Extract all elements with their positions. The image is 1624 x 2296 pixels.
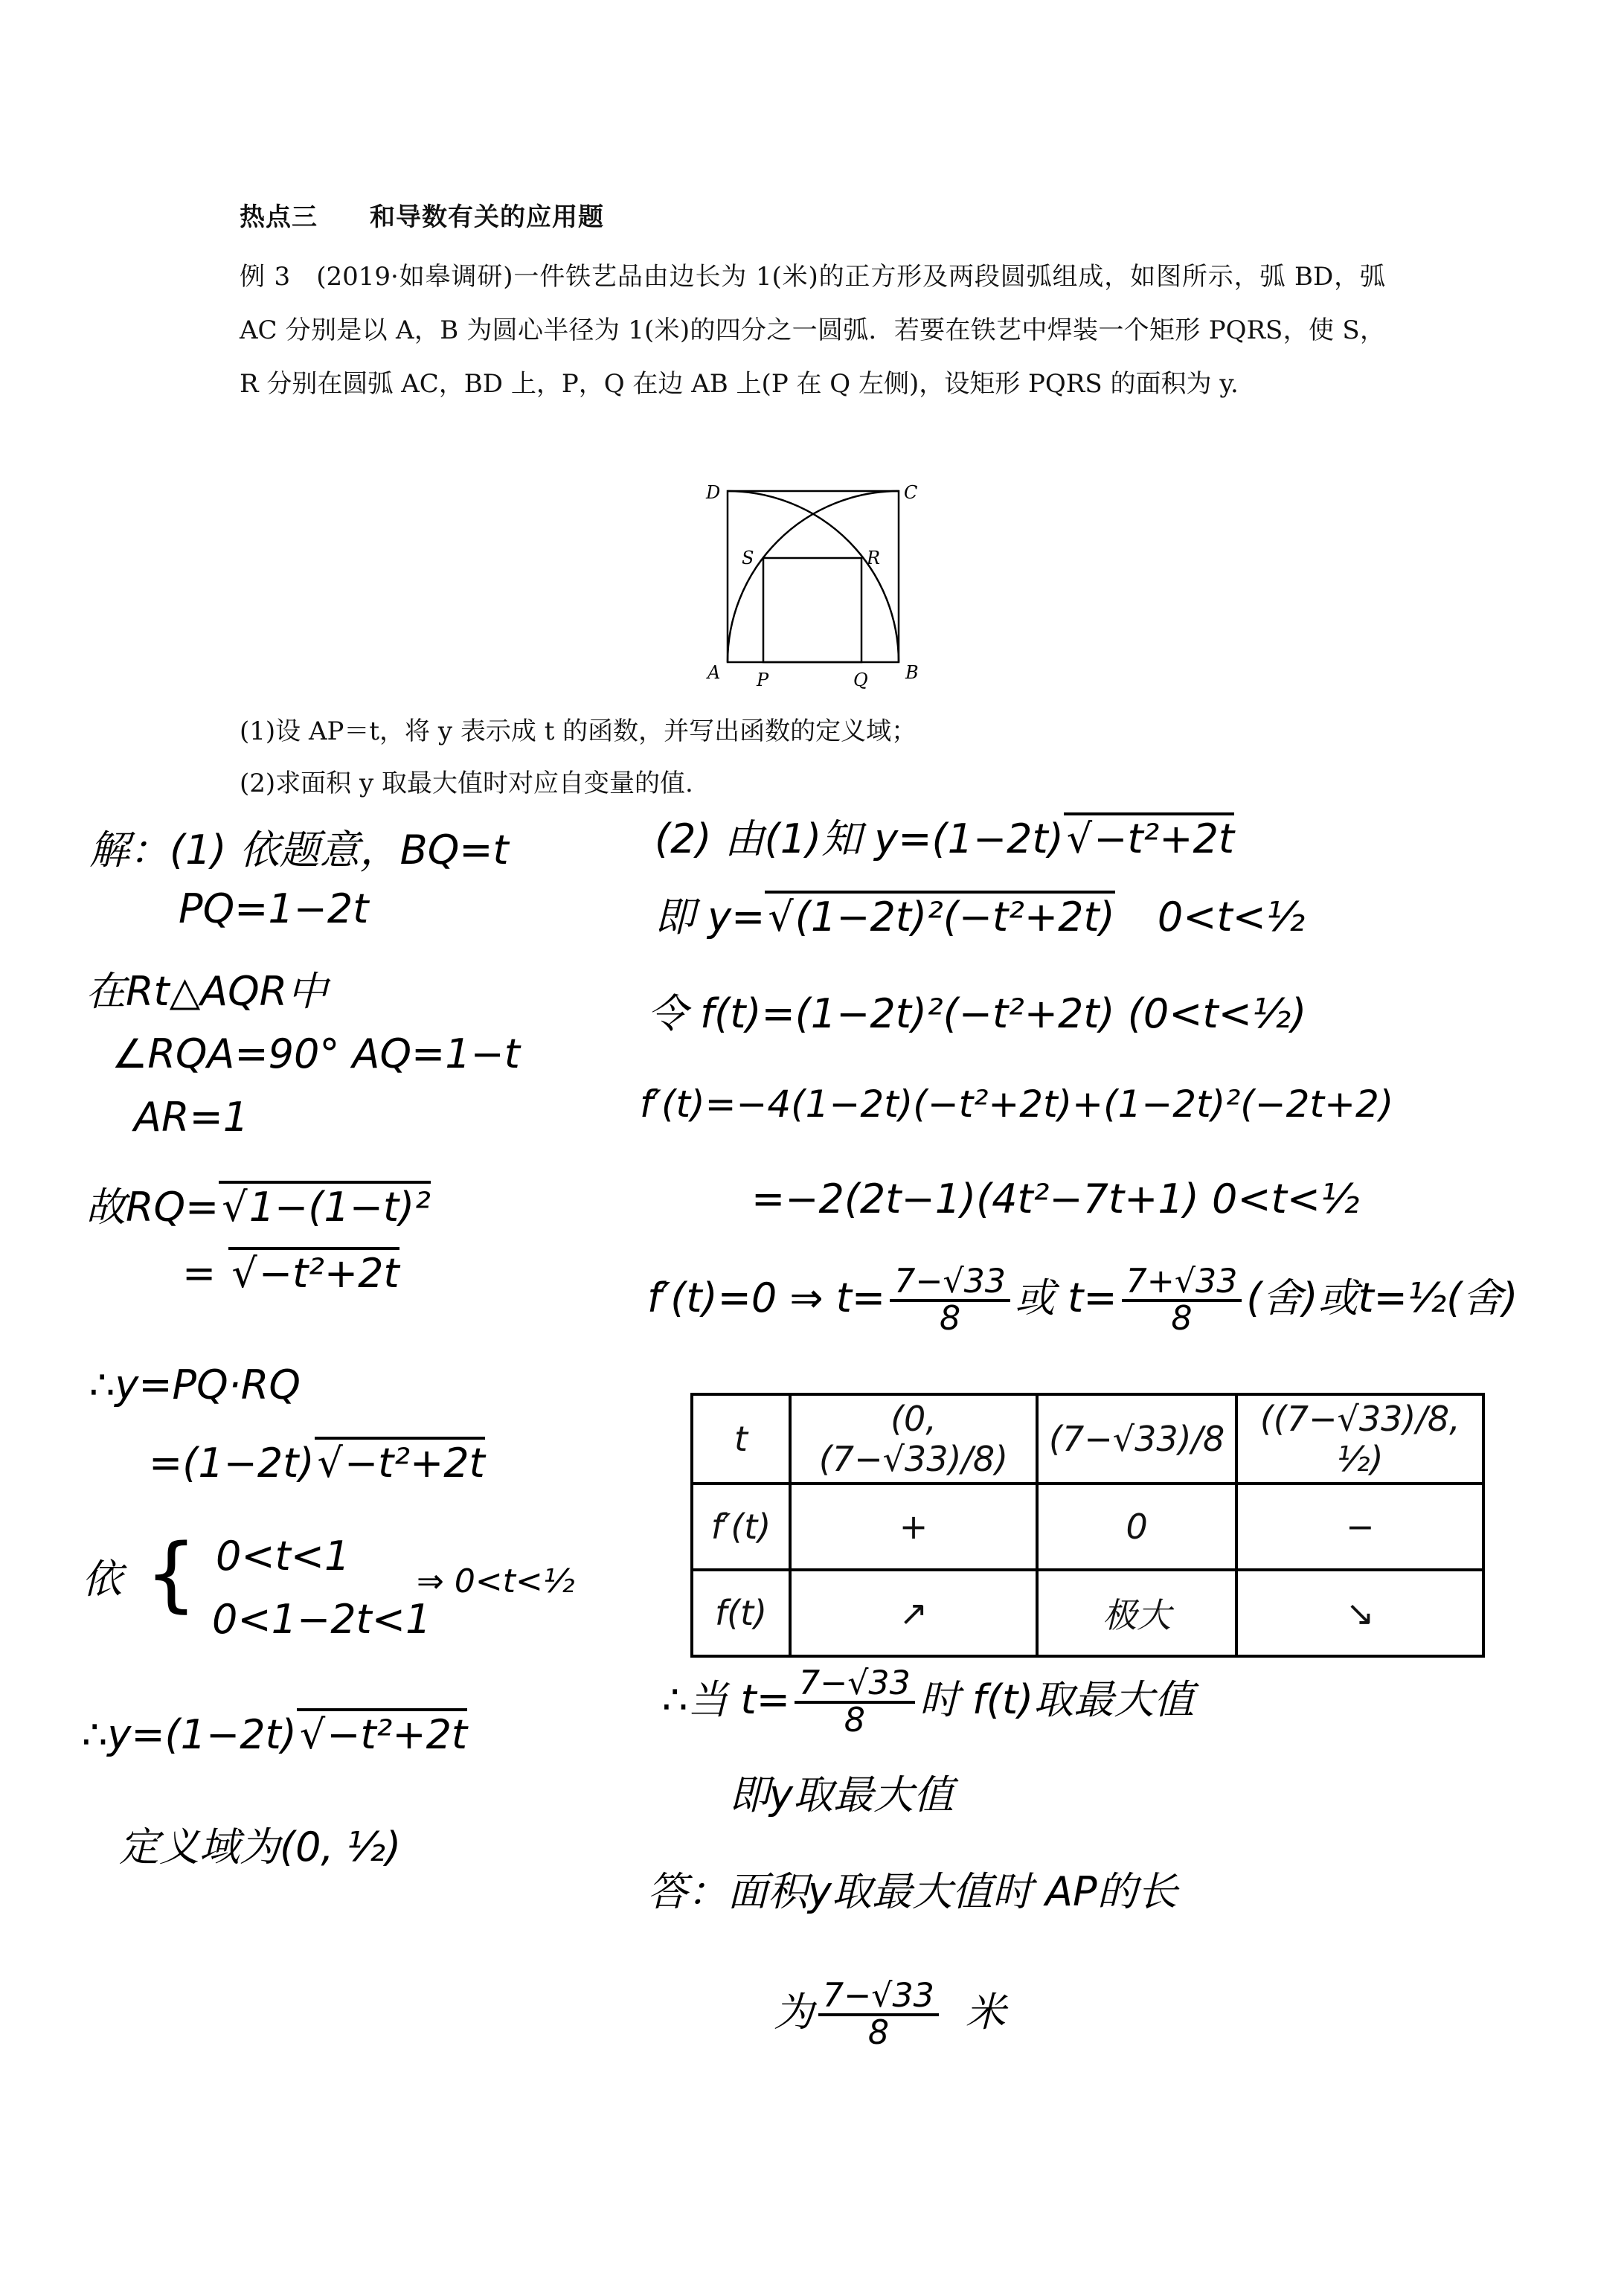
example-label: 例 3 [240, 262, 291, 292]
hw-line [647, 1265, 1518, 1337]
hw-text: ∴当 t= [662, 1676, 790, 1724]
hw-line: 定义域为(0, ½) [119, 1824, 402, 1870]
table-row [692, 1394, 1483, 1484]
hw-line: f′(t)=−4(1−2t)(−t²+2t)+(1−2t)²(−2t+2) [640, 1083, 1394, 1126]
hw-line: AR=1 [134, 1094, 249, 1141]
monotonicity-table [690, 1393, 1485, 1658]
hw-line [86, 1176, 431, 1233]
hw-line: 在Rt△AQR中 [86, 968, 328, 1015]
label-c: C [904, 482, 918, 503]
hw-text: f′(t)=0 ⇒ t= [647, 1274, 886, 1322]
hw-line: =−2(2t−1)(4t²−7t+1) 0<t<½ [751, 1176, 1360, 1222]
sqrt-expression: √ −t²+2t [228, 1247, 399, 1297]
hw-line: ⇒ 0<t<½ [417, 1562, 575, 1600]
sqrt-expression: √ 1−(1−t)² [219, 1181, 431, 1231]
hw-line: ∴y=PQ·RQ [89, 1362, 301, 1408]
square-abcd [728, 491, 899, 662]
table-row [692, 1570, 1483, 1656]
problem-statement [240, 250, 1385, 411]
problem-text: 一件铁艺品由边长为 1(米)的正方形及两段圆弧组成，如图所示，弧 BD，弧 AC 分别是以 A，B 为圆心半径为 1(米)的四分之一圆弧．若要在铁艺中焊装一个矩形 PQRS，使 S，R 分别在圆弧 AC，BD 上，P，Q 在边 AB 上(P 在 Q 左侧)，设矩形 PQRS 的面积为 y. [240, 262, 1385, 399]
hw-line: 即y取最大值 [729, 1771, 954, 1818]
fraction [1122, 1265, 1242, 1337]
numerator: 7−√33 [795, 1667, 915, 1704]
hw-text: 或 t= [1014, 1274, 1117, 1322]
table-cell: f(t) [692, 1570, 790, 1656]
fraction [890, 1265, 1010, 1337]
numerator: 7−√33 [818, 1979, 939, 2016]
hw-text: =(1−2t) [149, 1440, 315, 1487]
hw-line [149, 1440, 485, 1487]
label-q: Q [853, 670, 868, 690]
arc-ac [728, 491, 899, 662]
hw-text: 即 y= [655, 894, 766, 940]
hw-line [182, 1250, 399, 1297]
rectangle-pqrs [763, 558, 861, 662]
hw-line: 0<1−2t<1 [212, 1596, 431, 1643]
hw-line: 依 [82, 1556, 122, 1603]
table-cell: − [1236, 1484, 1483, 1570]
hw-line: ∠RQA=90° AQ=1−t [112, 1030, 520, 1077]
hw-line [655, 885, 1305, 943]
hw-line: 0<t<1 [216, 1533, 350, 1580]
increasing-arrow-icon: ↗ [790, 1570, 1037, 1656]
table-cell: t [692, 1394, 790, 1484]
decreasing-arrow-icon: ↘ [1236, 1570, 1483, 1656]
numerator: 7−√33 [890, 1265, 1010, 1302]
hw-text: 为 [774, 1989, 814, 2036]
fraction [818, 1979, 939, 2051]
label-r: R [867, 548, 881, 568]
table-cell: + [790, 1484, 1037, 1570]
hw-line: 解：(1) 依题意，BQ=t [89, 827, 509, 873]
hw-text: = [182, 1250, 216, 1297]
hw-text: 米 [965, 1989, 1006, 2036]
hw-text: 0<t<½ [1157, 894, 1306, 940]
hw-line: 答：面积y取最大值时 AP的长 [647, 1868, 1178, 1915]
question-2: (2)求面积 y 取最大值时对应自变量的值. [240, 769, 693, 798]
question-1: (1)设 AP＝t，将 y 表示成 t 的函数，并写出函数的定义域； [240, 716, 917, 746]
hw-text: (舍)或t=½(舍) [1246, 1274, 1518, 1322]
label-s: S [742, 548, 754, 568]
brace-icon: { [145, 1526, 197, 1621]
denominator: 8 [844, 1702, 865, 1740]
denominator: 8 [1171, 1300, 1193, 1338]
hw-text: (2) 由(1)知 y=(1−2t) [655, 815, 1064, 862]
label-b: B [905, 662, 919, 683]
hw-text: 时 f(t)取最大值 [919, 1676, 1195, 1724]
hw-line [662, 1664, 1195, 1740]
denominator: 8 [940, 1300, 961, 1338]
hw-text: 故RQ= [86, 1184, 219, 1231]
hw-line [655, 807, 1234, 865]
denominator: 8 [867, 2014, 889, 2053]
sqrt-expression: √ −t²+2t [315, 1437, 485, 1487]
hw-line: PQ=1−2t [179, 885, 369, 932]
table-row [692, 1484, 1483, 1570]
hw-line [82, 1711, 467, 1758]
label-a: A [707, 662, 721, 683]
hw-text: ∴y=(1−2t) [82, 1711, 297, 1758]
hw-line: 令 f(t)=(1−2t)²(−t²+2t) (0<t<½) [647, 990, 1307, 1037]
hw-line [774, 1979, 1006, 2051]
table-cell: 0 [1037, 1484, 1236, 1570]
numerator: 7+√33 [1122, 1265, 1242, 1302]
geometry-figure [696, 476, 934, 699]
sqrt-expression: √ −t²+2t [1064, 812, 1234, 862]
arc-bd [728, 491, 899, 662]
sqrt-expression: √ (1−2t)²(−t²+2t) [765, 891, 1114, 940]
section-heading: 热点三 和导数有关的应用题 [240, 202, 604, 232]
table-cell: ((7−√33)/8, ½) [1236, 1394, 1483, 1484]
fraction [795, 1664, 915, 1740]
label-d: D [706, 482, 721, 503]
table-cell: 极大 [1037, 1570, 1236, 1656]
table-cell: (7−√33)/8 [1037, 1394, 1236, 1484]
table-cell: (0, (7−√33)/8) [790, 1394, 1037, 1484]
label-p: P [757, 670, 769, 690]
sqrt-expression: √ −t²+2t [297, 1708, 467, 1758]
problem-source: (2019·如皋调研) [316, 262, 513, 292]
table-cell: f′(t) [692, 1484, 790, 1570]
